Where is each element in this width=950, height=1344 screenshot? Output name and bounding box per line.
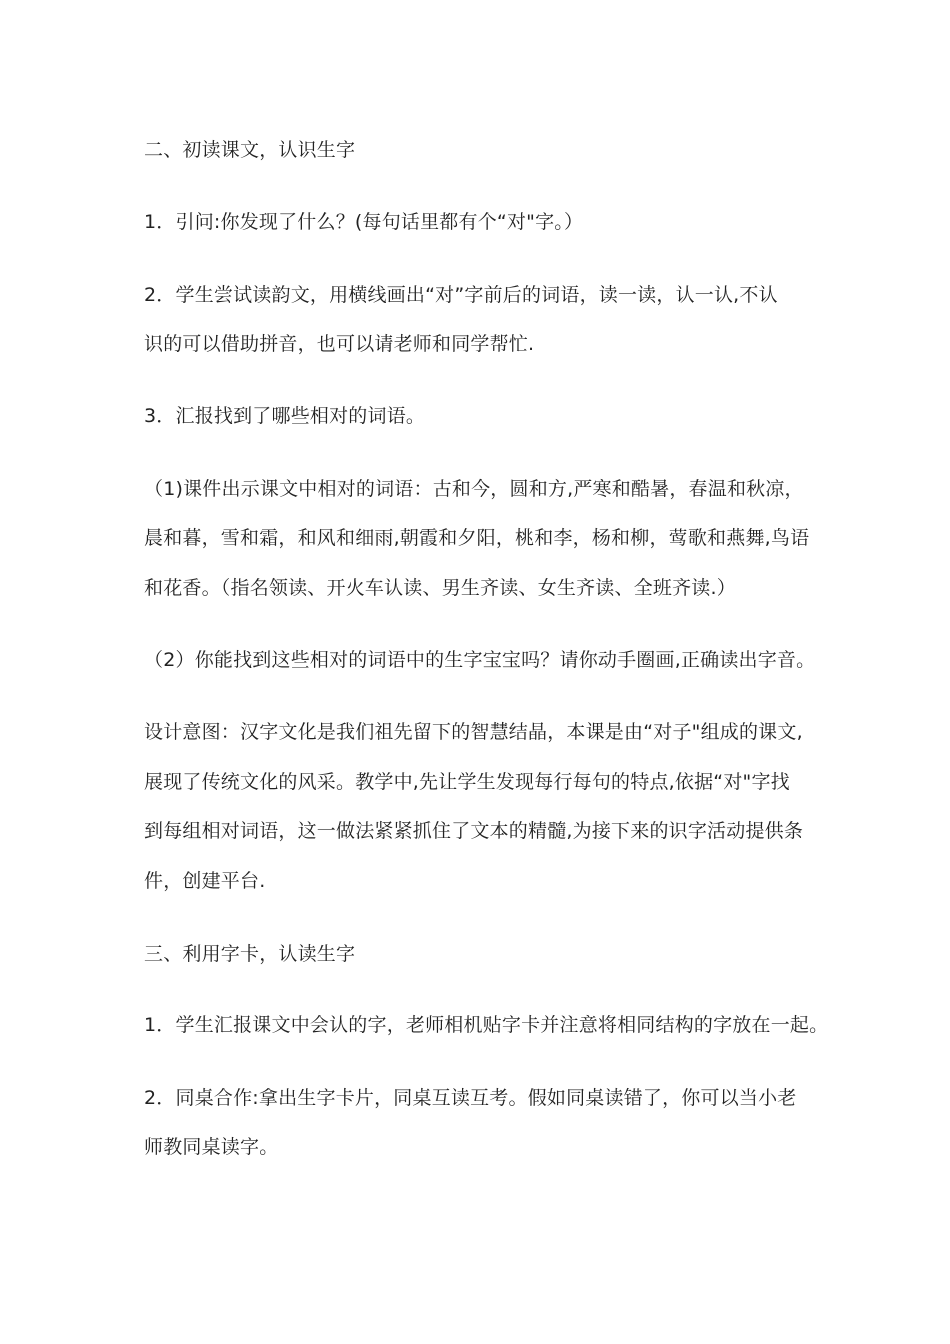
sub-item-1-line-3: 和花香。（指名领读、开火车认读、男生齐读、女生齐读、全班齐读.）	[144, 577, 736, 599]
section-3-step-2-line-1: 2．同桌合作:拿出生字卡片，同桌互读互考。假如同桌读错了，你可以当小老	[144, 1087, 797, 1109]
sub-item-2: （2）你能找到这些相对的词语中的生字宝宝吗？请你动手圈画,正确读出字音。	[144, 649, 816, 671]
section-3-step-2-line-2: 师教同桌读字。	[144, 1136, 279, 1158]
design-intent-line-2: 展现了传统文化的风采。教学中,先让学生发现每行每句的特点,依据“对"字找	[144, 771, 790, 793]
section-heading-2: 二、初读课文，认识生字	[144, 139, 356, 161]
design-intent-line-3: 到每组相对词语，这一做法紧紧抓住了文本的精髓,为接下来的识字活动提供条	[144, 820, 804, 842]
step-2-reading-line-1: 2．学生尝试读韵文，用横线画出“对”字前后的词语，读一读，认一认,不认	[144, 284, 778, 306]
sub-item-1-line-1: （1)课件出示课文中相对的词语：古和今，圆和方,严寒和酷暑，春温和秋凉，	[144, 478, 804, 500]
design-intent-line-1: 设计意图：汉字文化是我们祖先留下的智慧结晶，本课是由“对子"组成的课文,	[144, 721, 803, 743]
design-intent-line-4: 件，创建平台.	[144, 870, 266, 892]
section-heading-3: 三、利用字卡，认读生字	[144, 943, 356, 965]
step-1-question: 1．引问:你发现了什么？(每句话里都有个“对"字。）	[144, 211, 584, 233]
sub-item-1-line-2: 晨和暮，雪和霜，和风和细雨,朝霞和夕阳，桃和李，杨和柳，莺歌和燕舞,鸟语	[144, 527, 810, 549]
section-3-step-1: 1．学生汇报课文中会认的字，老师相机贴字卡并注意将相同结构的字放在一起。	[144, 1014, 829, 1036]
step-3-report: 3．汇报找到了哪些相对的词语。	[144, 405, 426, 427]
step-2-reading-line-2: 识的可以借助拼音，也可以请老师和同学帮忙.	[144, 333, 535, 355]
